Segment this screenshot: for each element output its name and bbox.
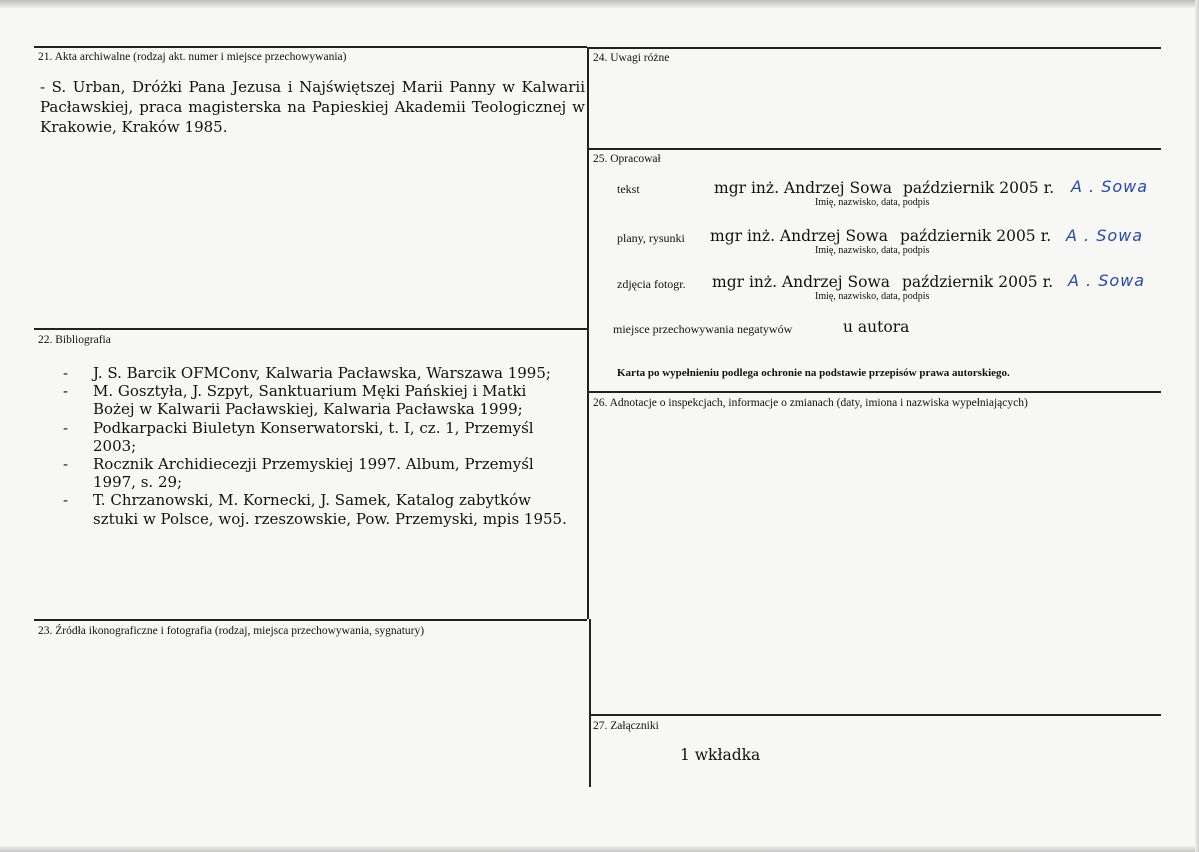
row-label-text: tekst xyxy=(617,182,640,196)
scan-edge-top xyxy=(0,0,1199,8)
bibliography-item xyxy=(60,491,568,527)
row-label-photos: zdjęcia fotogr. xyxy=(617,277,686,291)
section-23-title: 23. Źródła ikonograficzne i fotografia (rodzaj, miejsca przechowywania, sygnatury) xyxy=(38,625,425,637)
handwritten-signature: A . Sowa xyxy=(1071,177,1149,196)
author-date: październik 2005 r. xyxy=(902,273,1054,291)
list-dash: - xyxy=(63,364,69,382)
rule-sec25 xyxy=(589,148,1161,150)
section-27-title: 27. Załączniki xyxy=(593,720,659,732)
bibliography-item-text: Rocznik Archidiecezji Przemyskiej 1997. Album, Przemyśl 1997, s. 29; xyxy=(93,455,534,492)
bibliography-item xyxy=(60,382,568,418)
bibliography-item xyxy=(60,419,568,455)
negatives-label: miejsce przechowywania negatywów xyxy=(613,322,793,336)
bibliography-item-text: T. Chrzanowski, M. Kornecki, J. Samek, Katalog zabytków sztuki w Polsce, woj. rzeszowskie, Pow. Przemyski, mpis 1955. xyxy=(93,491,567,528)
author-name: mgr inż. Andrzej Sowa xyxy=(712,273,890,291)
rule-sec26 xyxy=(589,391,1161,393)
row-label-drawings: plany, rysunki xyxy=(617,231,685,245)
bibliography-item-text: M. Gosztyła, J. Szpyt, Sanktuarium Męki Pańskiej i Matki Bożej w Kalwarii Pacławskiej, Kalwaria Pacławska 1999; xyxy=(93,382,527,419)
list-dash: - xyxy=(63,418,69,437)
attachments-value: 1 wkładka xyxy=(680,746,761,764)
rule-sec23 xyxy=(34,619,587,621)
column-divider xyxy=(587,47,589,619)
author-date: październik 2005 r. xyxy=(900,227,1052,245)
rule-sec27 xyxy=(589,714,1161,716)
author-name: mgr inż. Andrzej Sowa xyxy=(710,227,888,245)
bibliography-item xyxy=(60,455,568,491)
section-25-title: 25. Opracował xyxy=(593,153,661,165)
scan-edge-bottom xyxy=(0,846,1199,852)
bibliography-item-text: J. S. Barcik OFMConv, Kalwaria Pacławska, Warszawa 1995; xyxy=(93,364,551,382)
scan-edge-right xyxy=(1195,0,1199,852)
bibliography-item xyxy=(60,364,568,382)
rule-sec24 xyxy=(589,47,1161,49)
list-dash: - xyxy=(63,382,69,401)
section-24-title: 24. Uwagi różne xyxy=(593,52,670,64)
bibliography-item-text: Podkarpacki Biuletyn Konserwatorski, t. I, cz. 1, Przemyśl 2003; xyxy=(93,418,534,455)
list-dash: - xyxy=(63,491,69,510)
handwritten-signature: A . Sowa xyxy=(1066,226,1144,245)
column-divider-lower xyxy=(589,619,591,787)
signature-caption: Imię, nazwisko, data, podpis xyxy=(815,291,930,302)
handwritten-signature: A . Sowa xyxy=(1068,271,1146,290)
list-dash: - xyxy=(63,455,69,474)
signature-caption: Imię, nazwisko, data, podpis xyxy=(815,245,930,256)
author-date: październik 2005 r. xyxy=(903,179,1055,197)
negatives-value: u autora xyxy=(843,318,910,336)
section-22-title: 22. Bibliografia xyxy=(38,334,111,346)
author-name: mgr inż. Andrzej Sowa xyxy=(714,179,892,197)
section-26-title: 26. Adnotacje o inspekcjach, informacje o zmianach (daty, imiona i nazwiska wypełniających) xyxy=(593,397,1028,409)
section-21-title: 21. Akta archiwalne (rodzaj akt. numer i miejsce przechowywania) xyxy=(38,51,347,63)
signature-caption: Imię, nazwisko, data, podpis xyxy=(815,197,930,208)
copyright-note: Karta po wypełnieniu podlega ochronie na podstawie przepisów prawa autorskiego. xyxy=(617,367,1010,379)
bibliography-list xyxy=(60,364,568,528)
rule-sec21 xyxy=(34,46,587,48)
section-21-text: - S. Urban, Dróżki Pana Jezusa i Najświętszej Marii Panny w Kalwarii Pacławskiej, praca magisterska na Papieskiej Akademii Teologicznej w Krakowie, Kraków 1985. xyxy=(40,78,585,136)
rule-sec22 xyxy=(34,328,587,330)
